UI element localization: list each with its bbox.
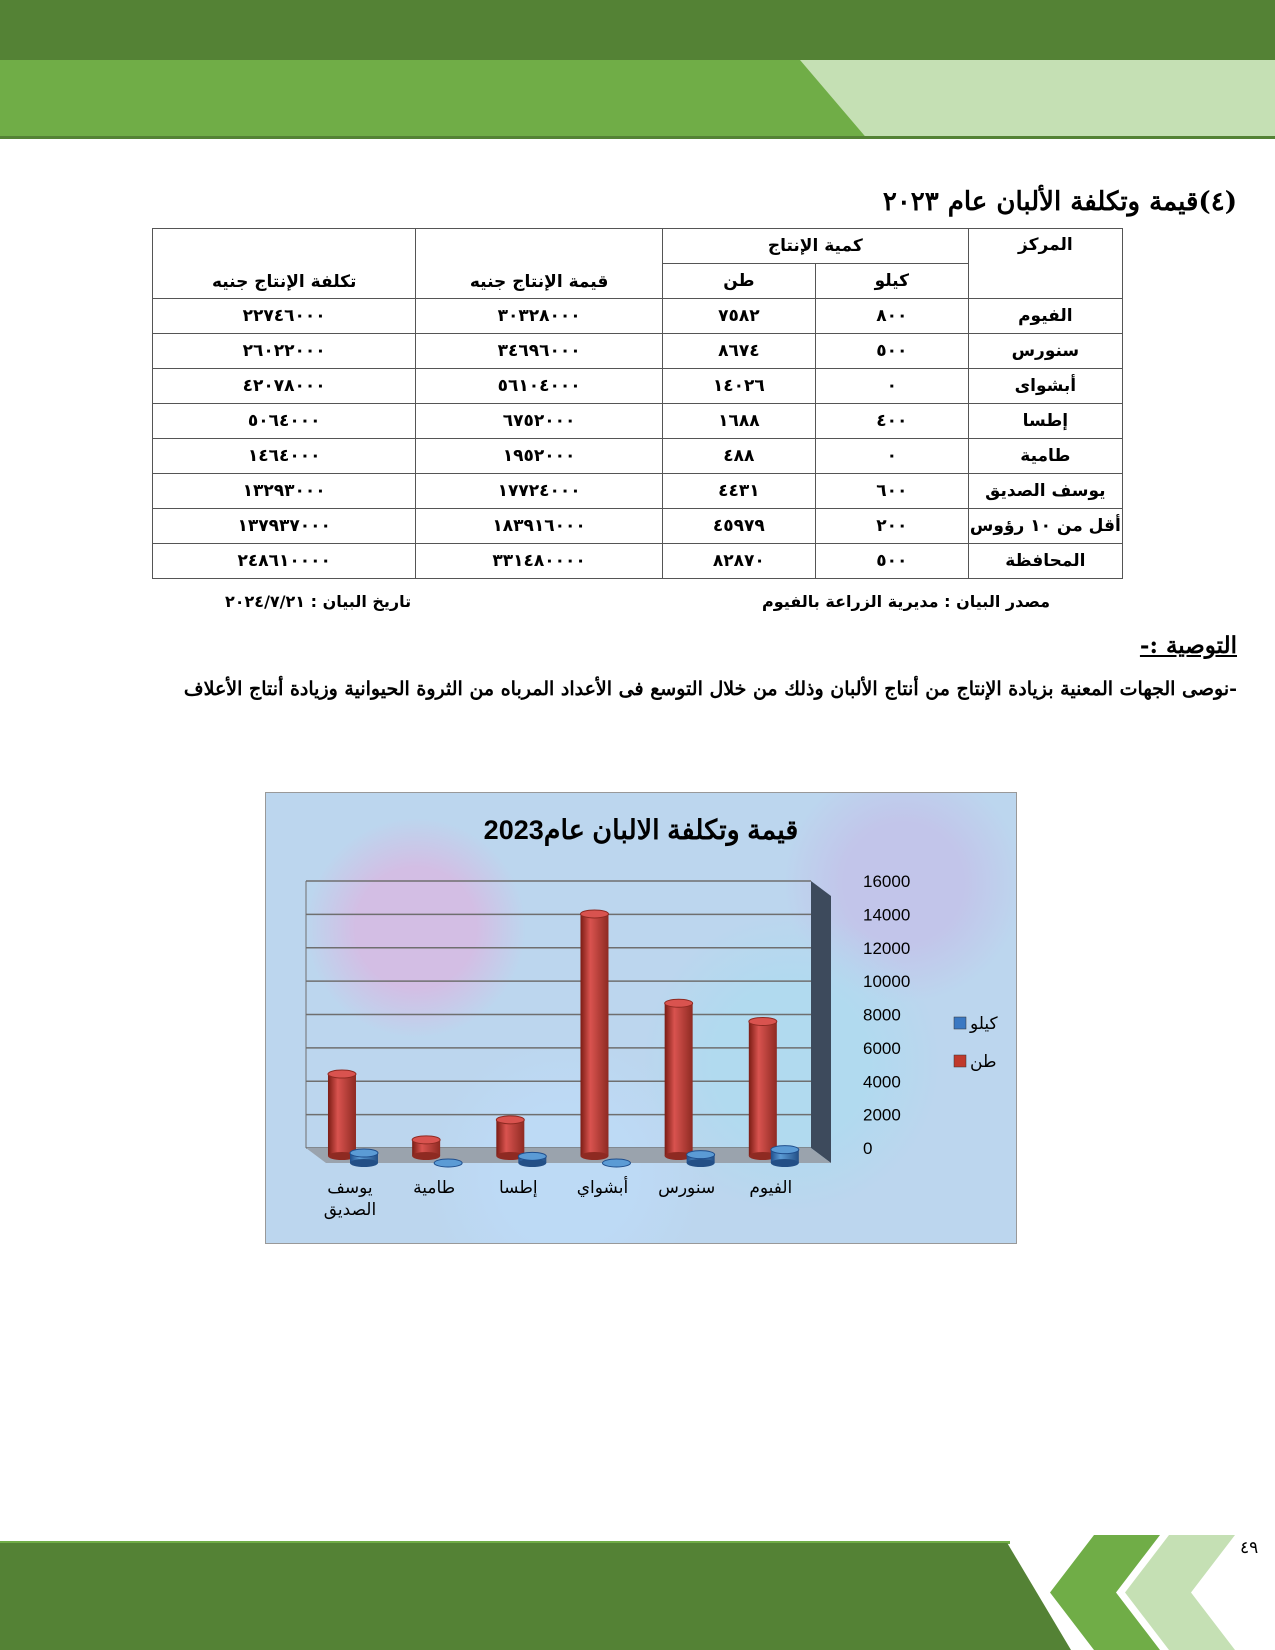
header-band-light (800, 60, 1275, 138)
bar-ton-base (412, 1152, 440, 1160)
bar-ton-top (749, 1017, 777, 1025)
bar-kilo-top (434, 1159, 462, 1167)
header-production-qty: كمية الإنتاج (662, 229, 968, 264)
bar-ton (665, 1003, 693, 1156)
cell-center: أقل من ١٠ رؤوس (968, 509, 1122, 544)
cell-ton: ١٦٨٨ (662, 404, 815, 439)
cell-kilo: ٨٠٠ (815, 299, 968, 334)
source-note: مصدر البيان : مديرية الزراعة بالفيوم (761, 592, 1050, 611)
cell-value: ٥٦١٠٤٠٠٠ (416, 369, 663, 404)
legend-label: طن (970, 1052, 997, 1072)
cell-kilo: ٢٠٠ (815, 509, 968, 544)
section-title: (٤)قيمة وتكلفة الألبان عام ٢٠٢٣ (882, 187, 1237, 217)
y-tick-label: 16000 (863, 872, 911, 891)
legend-label: كيلو (970, 1014, 998, 1034)
cell-center: إطسا (968, 404, 1122, 439)
bar-ton-top (328, 1070, 356, 1078)
y-tick-label: 0 (863, 1139, 873, 1158)
table-row (153, 509, 1123, 544)
header-divider (0, 136, 1275, 139)
side-wall (811, 881, 831, 1163)
cell-kilo: ٠ (815, 369, 968, 404)
table-row (153, 439, 1123, 474)
bar-ton-top (496, 1116, 524, 1124)
bar-ton-top (665, 999, 693, 1007)
bar-kilo-top (771, 1146, 799, 1154)
cell-value: ٣٣١٤٨٠٠٠٠ (416, 544, 663, 579)
category-label: يوسف (327, 1178, 373, 1198)
table-body (153, 299, 1123, 579)
bar-ton (328, 1074, 356, 1156)
table-header-row (153, 229, 1123, 264)
header-value: قيمة الإنتاج جنيه (416, 229, 663, 299)
bar-ton-top (580, 910, 608, 918)
bar-kilo-top (687, 1151, 715, 1159)
table-row (153, 404, 1123, 439)
page-number: ٤٩ (1240, 1538, 1259, 1558)
cell-cost: ١٣٢٩٣٠٠٠ (153, 474, 416, 509)
cell-center: أبشواى (968, 369, 1122, 404)
header-kilo: كيلو (815, 264, 968, 299)
cell-ton: ٤٤٣١ (662, 474, 815, 509)
category-label: سنورس (658, 1178, 716, 1198)
cell-cost: ٤٢٠٧٨٠٠٠ (153, 369, 416, 404)
cell-cost: ١٤٦٤٠٠٠ (153, 439, 416, 474)
cell-value: ١٧٧٢٤٠٠٠ (416, 474, 663, 509)
bar-ton-top (412, 1136, 440, 1144)
cell-value: ١٩٥٢٠٠٠ (416, 439, 663, 474)
bar-kilo-top (518, 1152, 546, 1160)
legend-swatch (954, 1017, 966, 1029)
cell-center: سنورس (968, 334, 1122, 369)
table-row (153, 299, 1123, 334)
cell-cost: ١٣٧٩٣٧٠٠٠ (153, 509, 416, 544)
y-tick-label: 14000 (863, 905, 911, 925)
cell-ton: ٨٢٨٧٠ (662, 544, 815, 579)
cell-ton: ١٤٠٢٦ (662, 369, 815, 404)
bar-ton (580, 914, 608, 1156)
bar-ton-base (580, 1152, 608, 1160)
recommendation-heading: التوصية :- (1139, 632, 1237, 659)
bar-ton (496, 1120, 524, 1156)
date-note: تاريخ البيان : ٢٠٢٤/٧/٢١ (225, 592, 412, 611)
cell-value: ٣٤٦٩٦٠٠٠ (416, 334, 663, 369)
y-tick-label: 8000 (863, 1005, 901, 1025)
cell-cost: ٢٤٨٦١٠٠٠٠ (153, 544, 416, 579)
category-label: الفيوم (749, 1178, 793, 1198)
cell-value: ٦٧٥٢٠٠٠ (416, 404, 663, 439)
cell-ton: ٤٨٨ (662, 439, 815, 474)
y-tick-label: 2000 (863, 1105, 901, 1125)
y-tick-label: 4000 (863, 1072, 901, 1092)
header-cost: تكلفة الإنتاج جنيه (153, 229, 416, 299)
category-label: إطسا (499, 1178, 538, 1198)
bar-ton (749, 1021, 777, 1156)
dairy-table (152, 228, 1123, 579)
category-label: طامية (413, 1178, 456, 1198)
cell-kilo: ٦٠٠ (815, 474, 968, 509)
header-band-dark (0, 0, 1275, 60)
bar-kilo-top (350, 1149, 378, 1157)
table-row (153, 334, 1123, 369)
bar-kilo-base (771, 1159, 799, 1167)
cell-value: ٣٠٣٢٨٠٠٠ (416, 299, 663, 334)
y-tick-label: 10000 (863, 972, 911, 992)
header-ton: طن (662, 264, 815, 299)
cell-center: يوسف الصديق (968, 474, 1122, 509)
chart-title: قيمة وتكلفة الالبان عام2023 (483, 815, 799, 845)
cell-center: طامية (968, 439, 1122, 474)
table-row (153, 474, 1123, 509)
cell-ton: ٧٥٨٢ (662, 299, 815, 334)
y-tick-label: 6000 (863, 1038, 901, 1058)
cell-cost: ٢٢٧٤٦٠٠٠ (153, 299, 416, 334)
bar-kilo-top (602, 1159, 630, 1167)
header-center: المركز (968, 229, 1122, 299)
recommendation-text: -نوصى الجهات المعنية بزيادة الإنتاج من أنتاج الألبان وذلك من خلال التوسع فى الأعداد المرباه من الثروة الحيوانية وزيادة أنتاج الأعلاف (183, 678, 1237, 700)
cell-cost: ٢٦٠٢٢٠٠٠ (153, 334, 416, 369)
bar-kilo-base (687, 1159, 715, 1167)
table-row (153, 544, 1123, 579)
cell-kilo: ٥٠٠ (815, 544, 968, 579)
category-label: الصديق (323, 1200, 377, 1220)
table-row (153, 369, 1123, 404)
bar-chart (266, 793, 1016, 1243)
y-tick-label: 12000 (863, 938, 911, 958)
cell-cost: ٥٠٦٤٠٠٠ (153, 404, 416, 439)
cell-ton: ٨٦٧٤ (662, 334, 815, 369)
cell-kilo: ٤٠٠ (815, 404, 968, 439)
bar-kilo-base (350, 1159, 378, 1167)
cell-value: ١٨٣٩١٦٠٠٠ (416, 509, 663, 544)
cell-kilo: ٥٠٠ (815, 334, 968, 369)
cell-kilo: ٠ (815, 439, 968, 474)
cell-ton: ٤٥٩٧٩ (662, 509, 815, 544)
category-label: أبشواي (576, 1178, 629, 1198)
cell-center: الفيوم (968, 299, 1122, 334)
legend-swatch (954, 1055, 966, 1067)
cell-center: المحافظة (968, 544, 1122, 579)
chart-container (265, 792, 1017, 1244)
